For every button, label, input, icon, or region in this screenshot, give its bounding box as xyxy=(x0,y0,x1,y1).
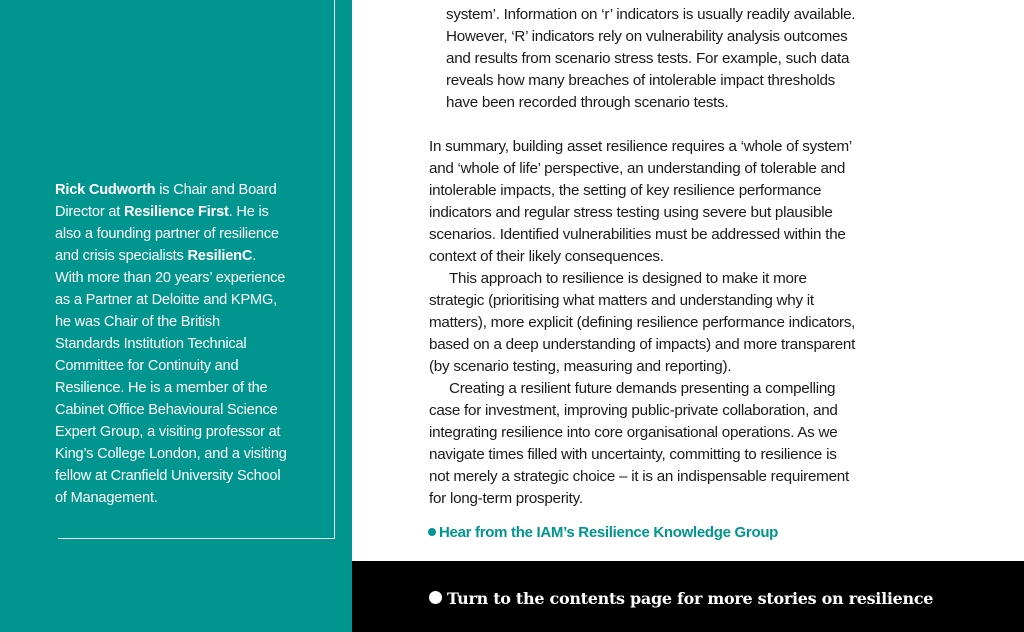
bio-line xyxy=(55,226,279,242)
bio-highlight: Resilience First xyxy=(123,204,229,220)
bio-text: Expert Group, a visiting professor at xyxy=(55,424,281,440)
bio-line xyxy=(55,424,280,440)
bio-text: Director at xyxy=(55,204,124,220)
bio-highlight: ResilienC xyxy=(187,248,253,264)
knowledge-group-link[interactable] xyxy=(428,524,778,541)
article-line: However, ‘R’ indicators rely on vulnerability analysis outcomes xyxy=(446,28,848,45)
bio-line xyxy=(55,292,277,308)
bio-text: and crisis specialists xyxy=(55,248,188,264)
article-line: based on a deep understanding of impacts) and more transparent xyxy=(429,336,856,353)
bio-highlight: Rick Cudworth xyxy=(55,182,156,198)
article-line: and results from scenario stress tests. For example, such data xyxy=(446,50,850,67)
bio-text: Resilience. He is a member of the xyxy=(55,380,268,396)
article-line: In summary, building asset resilience requires a ‘whole of system’ xyxy=(429,138,852,155)
bio-text: With more than 20 years’ experience xyxy=(55,270,286,286)
bio-text: Committee for Continuity and xyxy=(55,358,239,374)
bio-text: Cabinet Office Behavioural Science xyxy=(55,402,278,418)
article-line: case for investment, improving public-private collaboration, and xyxy=(429,402,838,419)
bio-line xyxy=(55,270,285,286)
bio-text: of Management. xyxy=(55,490,158,506)
divider-vertical xyxy=(334,0,335,538)
knowledge-group-link-label: Hear from the IAM’s Resilience Knowledge Group xyxy=(439,524,779,541)
bio-text: . He is xyxy=(228,204,269,220)
article-line: matters), more explicit (defining resilience performance indicators, xyxy=(429,314,856,331)
bio-line xyxy=(55,490,158,506)
bio-text: he was Chair of the British xyxy=(55,314,220,330)
divider-horizontal xyxy=(58,538,335,539)
bio-line xyxy=(55,204,269,220)
bio-text: . xyxy=(252,248,257,264)
bio-text: also a founding partner of resilience xyxy=(55,226,279,242)
article-line: (by scenario testing, measuring and reporting). xyxy=(429,358,732,375)
bio-text: Standards Institution Technical xyxy=(55,336,247,352)
bio-line xyxy=(55,402,278,418)
bio-text: fellow at Cranfield University School xyxy=(55,468,281,484)
contents-page-link-label: Turn to the contents page for more stories on resilience xyxy=(447,589,934,608)
bio-text: King’s College London, and a visiting xyxy=(55,446,287,462)
bio-line xyxy=(55,248,256,264)
footer-bar xyxy=(352,561,1024,632)
article-line: and ‘whole of life’ perspective, an understanding of tolerable and xyxy=(429,160,846,177)
article-line: context of their likely consequences. xyxy=(429,248,664,265)
bullet-icon xyxy=(429,591,442,604)
bio-line xyxy=(55,182,277,198)
bio-line xyxy=(55,358,238,374)
article-line: system’. Information on ‘r’ indicators is usually readily available. xyxy=(446,6,856,23)
article-line: indicators and regular stress testing using severe but plausible xyxy=(429,204,833,221)
bio-text: is Chair and Board xyxy=(155,182,277,198)
article-line: intolerable impacts, the setting of key resilience performance xyxy=(429,182,822,199)
article-line: not merely a strategic choice – it is an indispensable requirement xyxy=(429,468,849,485)
article-line: for long-term prosperity. xyxy=(429,490,583,507)
article-line: reveals how many breaches of intolerable impact thresholds xyxy=(446,72,836,89)
article-line: Creating a resilient future demands presenting a compelling xyxy=(449,380,836,397)
bio-line xyxy=(55,336,246,352)
article-line: This approach to resilience is designed to make it more xyxy=(449,270,807,287)
article-line: integrating resilience into core organisational operations. As we xyxy=(429,424,838,441)
article-line: scenarios. Identified vulnerabilities must be addressed within the xyxy=(429,226,846,243)
author-bio-panel xyxy=(0,0,352,632)
article-line: strategic (prioritising what matters and understanding why it xyxy=(429,292,814,309)
bio-line xyxy=(55,380,267,396)
bullet-icon xyxy=(428,528,436,536)
article-line: have been recorded through scenario tests. xyxy=(446,94,729,111)
contents-page-link[interactable] xyxy=(429,589,933,608)
bio-line xyxy=(55,446,287,462)
bio-text: as a Partner at Deloitte and KPMG, xyxy=(55,292,277,308)
bio-line xyxy=(55,468,280,484)
article-line: navigate times filled with uncertainty, committing to resilience is xyxy=(429,446,837,463)
bio-line xyxy=(55,314,220,330)
